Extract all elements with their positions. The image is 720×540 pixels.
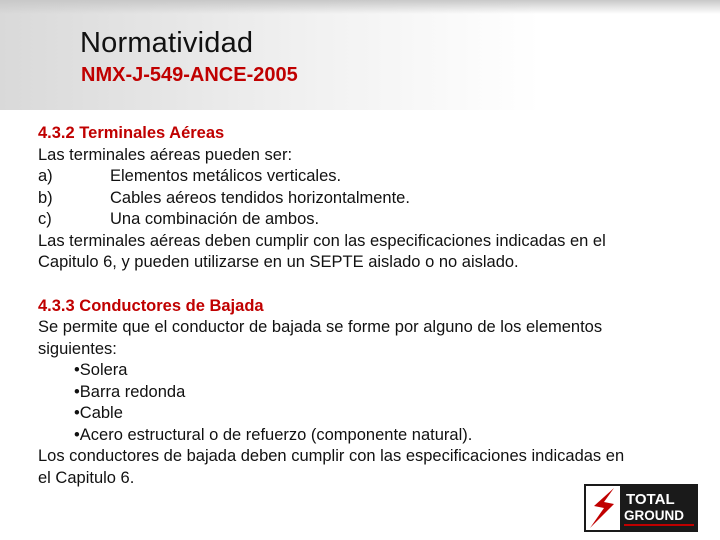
logo-text-ground: GROUND (624, 508, 684, 523)
list-item (38, 166, 688, 188)
section-closing-line: Los conductores de bajada deben cumplir con las especificaciones indicadas en (38, 447, 625, 465)
section-heading-conductores: 4.3.3 Conductores de Bajada (38, 296, 264, 315)
section-intro: siguientes: (38, 339, 117, 358)
section-closing-line: Las terminales aéreas deben cumplir con las especificaciones indicadas en el (38, 231, 606, 250)
list-text: Cables aéreos tendidos horizontalmente. (110, 188, 410, 207)
logo-text-total: TOTAL (626, 491, 675, 508)
section-closing-line: Capitulo 6, y pueden utilizarse en un SEPTE aislado o no aislado. (38, 253, 519, 271)
bullet-item: •Solera (74, 361, 128, 379)
header-shadow (0, 0, 720, 14)
list-item (38, 188, 688, 210)
list-key: c) (38, 210, 52, 228)
logo-icon-panel (586, 486, 620, 530)
bullet-item: •Acero estructural o de refuerzo (componente natural). (74, 425, 473, 444)
bullet-item: •Cable (74, 404, 123, 422)
list-text: Elementos metálicos verticales. (110, 167, 342, 185)
list-item (38, 209, 688, 231)
total-ground-logo (584, 484, 698, 532)
bullet-item: •Barra redonda (74, 382, 186, 401)
section-intro: Las terminales aéreas pueden ser: (38, 145, 293, 164)
page-subtitle: NMX-J-549-ANCE-2005 (81, 64, 298, 86)
page-title: Normatividad (80, 27, 254, 59)
list-key: b) (38, 188, 53, 207)
spacer (38, 274, 688, 296)
section-intro: Se permite que el conductor de bajada se forme por alguno de los elementos (38, 318, 603, 336)
list-key: a) (38, 167, 53, 185)
logo-underline (624, 524, 694, 526)
section-heading-terminales: 4.3.2 Terminales Aéreas (38, 124, 225, 142)
section-closing-line: el Capitulo 6. (38, 468, 135, 487)
slide-content (38, 123, 688, 489)
list-text: Una combinación de ambos. (110, 210, 320, 228)
